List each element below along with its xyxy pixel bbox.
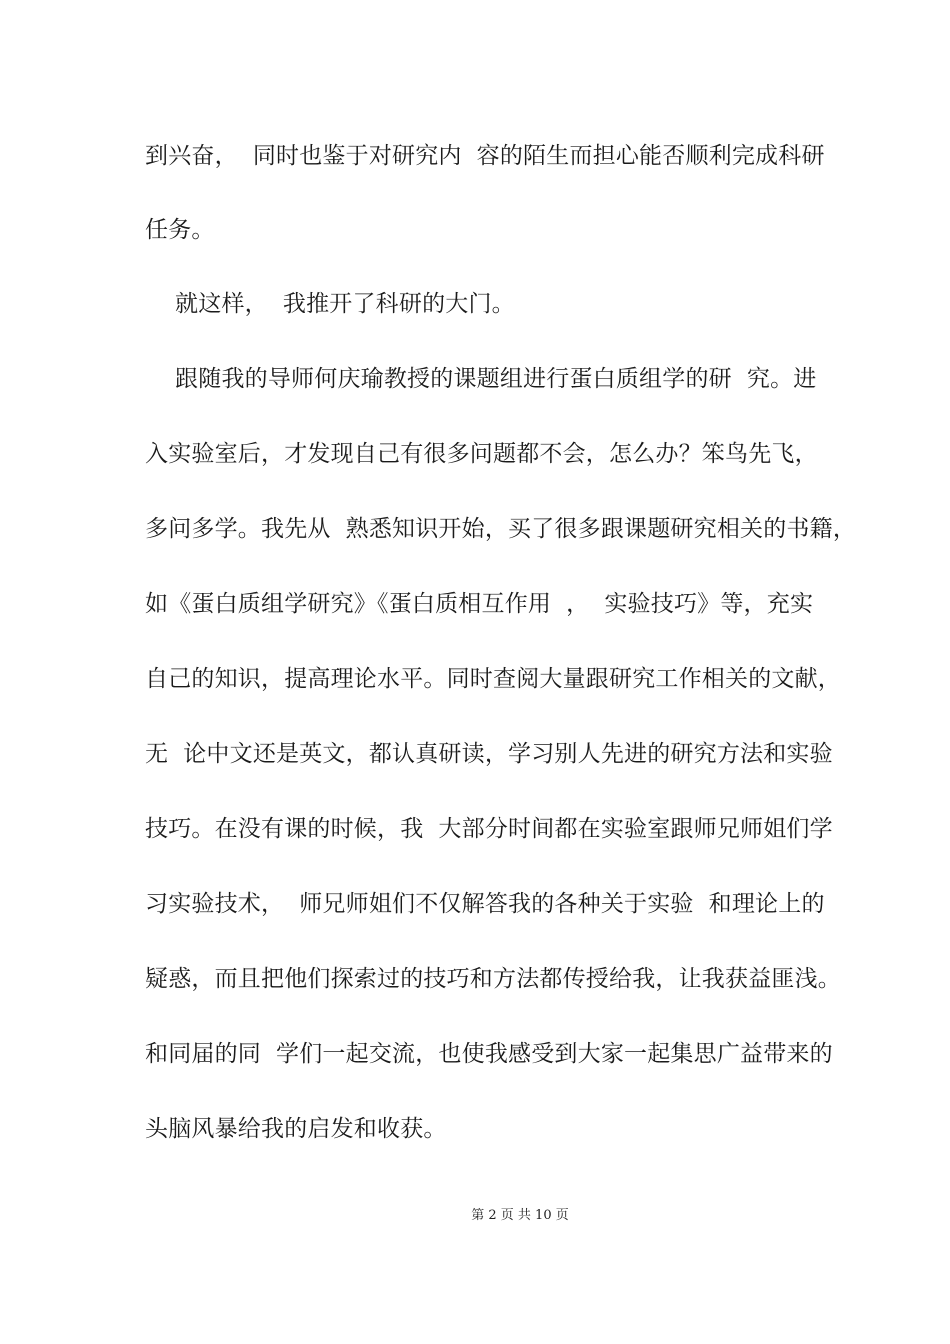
- paragraph-line: 技巧。在没有课的时候，我 大部分时间都在实验室跟师兄师姐们学: [145, 816, 833, 842]
- paragraph-line: 头脑风暴给我的启发和收获。: [145, 1116, 447, 1142]
- page-number-footer: 第 2 页 共 10 页: [471, 1208, 569, 1223]
- paragraph-line: 多问多学。我先从 熟悉知识开始，买了很多跟课题研究相关的书籍，: [145, 516, 857, 542]
- paragraph-line: 无 论中文还是英文，都认真研读，学习别人先进的研究方法和实验: [145, 741, 833, 767]
- paragraph-line: 就这样， 我推开了科研的大门。: [145, 291, 515, 317]
- paragraph-line: 疑惑，而且把他们探索过的技巧和方法都传授给我，让我获益匪浅。: [145, 966, 841, 992]
- paragraph-line: 跟随我的导师何庆瑜教授的课题组进行蛋白质组学的研 究。进: [145, 366, 817, 392]
- paragraph-line: 习实验技术， 师兄师姐们不仅解答我的各种关于实验 和理论上的: [145, 891, 825, 917]
- paragraph-line: 自己的知识，提高理论水平。同时查阅大量跟研究工作相关的文献，: [145, 666, 841, 692]
- paragraph-line: 任务。: [145, 217, 215, 243]
- paragraph-line: 到兴奋， 同时也鉴于对研究内 容的陌生而担心能否顺利完成科研: [145, 143, 825, 169]
- paragraph-line: 入实验室后，才发现自己有很多问题都不会，怎么办？笨鸟先飞，: [145, 441, 818, 467]
- paragraph-line: 如《蛋白质组学研究》《蛋白质相互作用 ， 实验技巧》等，充实: [145, 591, 814, 617]
- paragraph-line: 和同届的同 学们一起交流，也使我感受到大家一起集思广益带来的: [145, 1041, 833, 1067]
